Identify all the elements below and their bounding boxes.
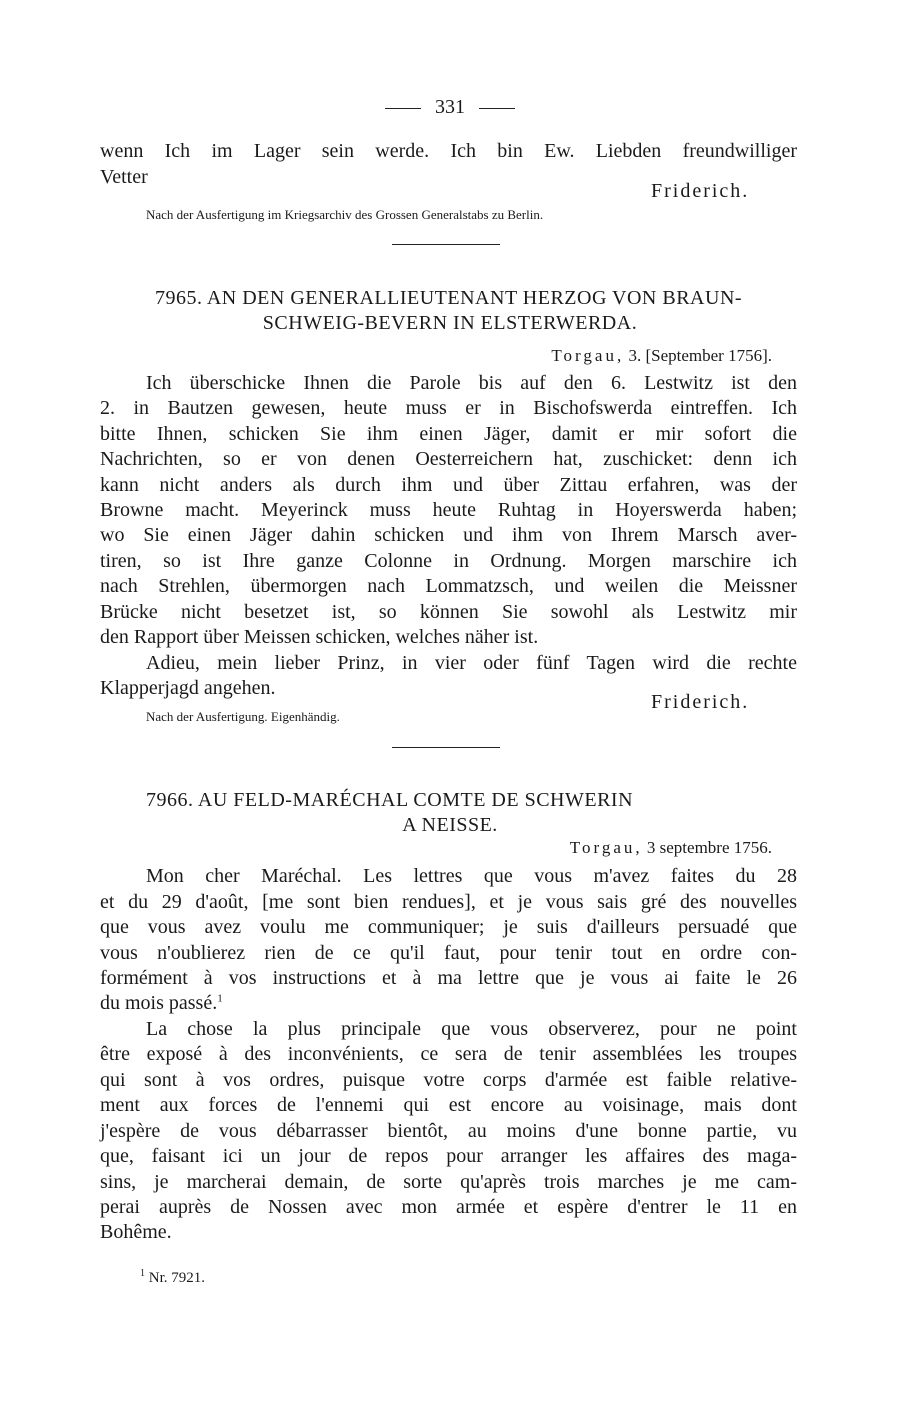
- continuation-line-2: Vetter: [100, 166, 148, 188]
- letter-7966-title-line-1: 7966. AU FELD-MARÉCHAL COMTE DE SCHWERIN: [146, 789, 634, 811]
- letter-7966-line-12: que, faisant ici un jour de repos pour arranger les affaires des maga-: [100, 1145, 797, 1167]
- letter-7966-title-line-2: A NEISSE.: [402, 814, 498, 836]
- letter-7966-line-4: vous n'oublierez rien de ce qu'il faut, pour tenir tout en ordre con-: [100, 942, 797, 964]
- letter-7965-line-2: 2. in Bautzen gewesen, heute muss er in Bischofswerda eintreffen. Ich: [100, 397, 797, 419]
- letter-7966-line-13: sins, je marcherai demain, de sorte qu'après trois marches je me cam-: [100, 1171, 797, 1193]
- letter-7966-line-8: être exposé à des inconvénients, ce sera de tenir assemblées les troupes: [100, 1043, 797, 1065]
- footnote: [140, 1268, 205, 1287]
- letter-7965-date: [551, 346, 772, 366]
- letter-7966-line-9: qui sont à vos ordres, puisque votre corps d'armée est faible relative-: [100, 1069, 797, 1091]
- footnote-mark: 1: [140, 1268, 145, 1279]
- letter-7965-date-rest: 3. [September 1756].: [628, 346, 772, 365]
- letter-7966-line-15: Bohême.: [100, 1221, 172, 1243]
- letter-7965-title-line-2: SCHWEIG-BEVERN IN ELSTERWERDA.: [262, 312, 638, 334]
- letter-7966-line-1: Mon cher Maréchal. Les lettres que vous m'avez faites du 28: [146, 865, 797, 887]
- letter-7965-line-5: kann nicht anders als durch ihm und über Zittau erfahren, was der: [100, 474, 797, 496]
- letter-7966-line-11: j'espère de vous débarrasser bientôt, au moins d'une bonne partie, vu: [100, 1120, 797, 1142]
- letter-7965-line-4: Nachrichten, so er von denen Oesterreichern hat, zuschicket: denn ich: [100, 448, 797, 470]
- page-number: 331: [435, 96, 465, 118]
- letter-7965-line-11: den Rapport über Meissen schicken, welches näher ist.: [100, 626, 539, 648]
- footnote-text: Nr. 7921.: [148, 1270, 205, 1286]
- letter-7966-line-3: que vous avez voulu me communiquer; je suis d'ailleurs persuadé que: [100, 916, 797, 938]
- page-header: [0, 96, 900, 119]
- separator-rule-1: [392, 244, 500, 245]
- letter-7965-line-8: tiren, so ist Ihre ganze Colonne in Ordnung. Morgen marschire ich: [100, 550, 797, 572]
- letter-7965-title-line-1: 7965. AN DEN GENERALLIEUTENANT HERZOG VON BRAUN-: [154, 287, 743, 309]
- letter-7966-date: [570, 838, 772, 858]
- letter-7966-line-6-text: du mois passé.: [100, 992, 218, 1014]
- continuation-source: Nach der Ausfertigung im Kriegsarchiv des Grossen Generalstabs zu Berlin.: [146, 207, 544, 222]
- letter-7965-line-9: nach Strehlen, übermorgen nach Lommatzsch, und weilen die Meissner: [100, 575, 797, 597]
- letter-7965-line-13: Klapperjagd angehen.: [100, 677, 276, 699]
- letter-7966-line-2: et du 29 d'août, [me sont bien rendues], et je vous sais gré des nouvelles: [100, 891, 797, 913]
- letter-7965-source: Nach der Ausfertigung. Eigenhändig.: [146, 709, 340, 724]
- letter-7965-line-1: Ich überschicke Ihnen die Parole bis auf den 6. Lestwitz ist den: [146, 372, 797, 394]
- letter-7966-line-5: formément à vos instructions et à ma lettre que je vous ai faite le 26: [100, 967, 797, 989]
- header-dash-right: [479, 108, 515, 109]
- letter-7966-date-rest: 3 septembre 1756.: [646, 838, 772, 857]
- letter-7965-line-3: bitte Ihnen, schicken Sie ihm einen Jäger, damit er mir sofort die: [100, 423, 797, 445]
- continuation-signature: Friderich.: [651, 180, 750, 202]
- header-dash-left: [385, 108, 421, 109]
- letter-7966-line-10: ment aux forces de l'ennemi qui est encore au voisinage, mais dont: [100, 1094, 797, 1116]
- continuation-line-1: wenn Ich im Lager sein werde. Ich bin Ew. Liebden freundwilliger: [100, 140, 797, 162]
- letter-7965-line-7: wo Sie einen Jäger dahin schicken und ihm von Ihrem Marsch aver-: [100, 524, 797, 546]
- letter-7966-date-place: Torgau,: [569, 838, 643, 857]
- letter-7966-line-7: La chose la plus principale que vous observerez, pour ne point: [146, 1018, 797, 1040]
- letter-7965-signature: Friderich.: [651, 691, 750, 713]
- letter-7965-line-6: Browne macht. Meyerinck muss heute Ruhtag in Hoyerswerda haben;: [100, 499, 797, 521]
- letter-7966-line-14: perai auprès de Nossen avec mon armée et espère d'entrer le 11 en: [100, 1196, 797, 1218]
- letter-7965-line-12: Adieu, mein lieber Prinz, in vier oder fünf Tagen wird die rechte: [146, 652, 797, 674]
- letter-7965-date-place: Torgau,: [551, 346, 625, 365]
- separator-rule-2: [392, 747, 500, 748]
- letter-7966-line-6: [100, 992, 797, 1015]
- footnote-reference: 1: [217, 992, 223, 1005]
- letter-7965-line-10: Brücke nicht besetzet ist, so können Sie sowohl als Lestwitz mir: [100, 601, 797, 623]
